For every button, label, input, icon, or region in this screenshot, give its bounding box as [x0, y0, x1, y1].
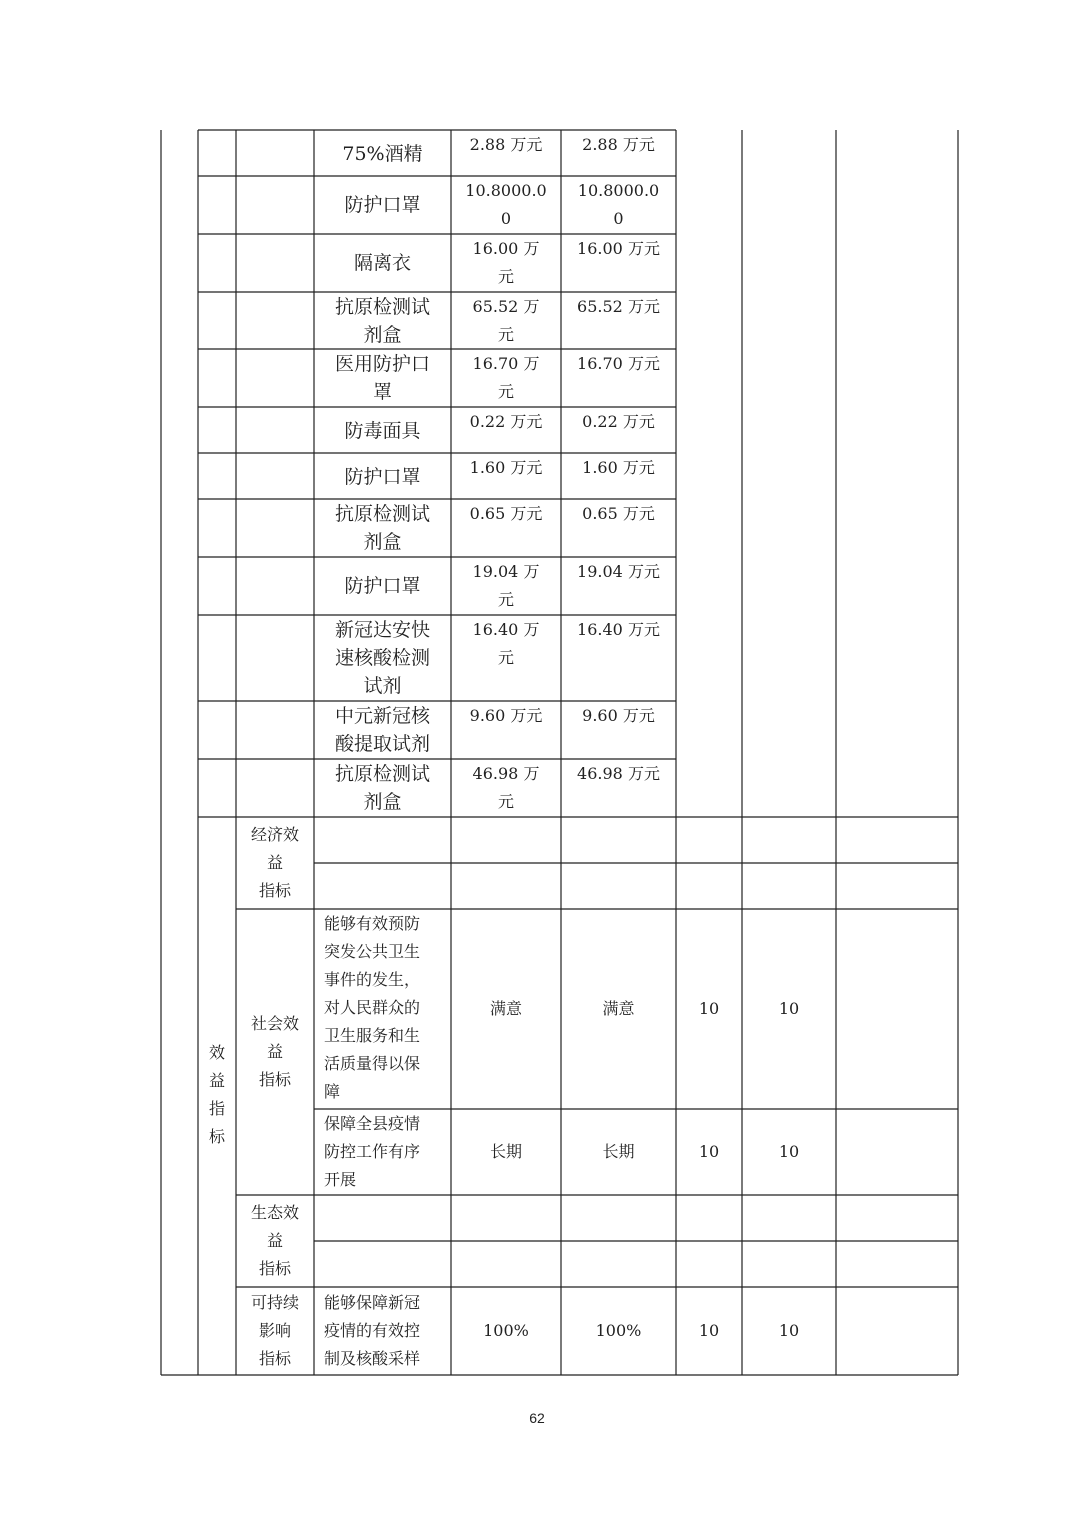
benefit-category-label: 效 益 指 标 [208, 1043, 225, 1146]
sustainable-label: 可持续 影响 指标 [250, 1293, 299, 1368]
item-cell: 新冠达安快 速核酸检测 试剂 [334, 619, 430, 697]
actual-cell: 65.52 万元 [577, 297, 660, 316]
budget-cell: 65.52 万 元 [472, 297, 540, 344]
item-cell: 抗原检测试 剂盒 [334, 296, 430, 346]
social-actual-1: 满意 [602, 999, 635, 1018]
item-cell: 抗原检测试 剂盒 [334, 763, 430, 813]
budget-cell: 46.98 万 元 [472, 764, 540, 811]
item-cell: 防护口罩 [344, 194, 421, 216]
actual-cell: 10.8000.0 0 [577, 181, 660, 228]
actual-cell: 0.65 万元 [582, 504, 655, 523]
social-target-1: 满意 [489, 999, 522, 1018]
sustainable-actual: 100% [595, 1321, 642, 1340]
budget-cell: 10.8000.0 0 [465, 181, 547, 228]
budget-cell: 19.04 万 元 [472, 562, 540, 609]
social-target-2: 长期 [489, 1142, 522, 1161]
social-score-1: 10 [778, 999, 800, 1018]
social-actual-2: 长期 [602, 1142, 635, 1161]
item-cell: 防毒面具 [344, 420, 421, 442]
actual-cell: 46.98 万元 [577, 764, 660, 783]
ecological-label: 生态效 益 指标 [250, 1203, 299, 1278]
item-cell: 中元新冠核 酸提取试剂 [334, 705, 430, 755]
budget-cell: 0.22 万元 [469, 412, 543, 431]
social-content-2: 保障全县疫情 防控工作有序 开展 [324, 1114, 421, 1189]
sustainable-weight: 10 [698, 1321, 720, 1340]
social-score-2: 10 [778, 1142, 800, 1161]
sustainable-score: 10 [778, 1321, 800, 1340]
budget-cell: 2.88 万元 [469, 135, 543, 154]
sustainable-target: 100% [483, 1321, 529, 1340]
budget-cell: 9.60 万元 [469, 706, 543, 725]
budget-cell: 16.40 万 元 [472, 620, 540, 667]
budget-cell: 0.65 万元 [469, 504, 543, 523]
item-cell: 防护口罩 [344, 466, 421, 488]
item-cell: 隔离衣 [353, 252, 411, 274]
item-cell: 抗原检测试 剂盒 [334, 503, 430, 553]
item-cell: 75%酒精 [342, 143, 423, 165]
social-label: 社会效 益 指标 [250, 1014, 299, 1089]
economic-label: 经济效 益 指标 [250, 825, 299, 900]
item-cell: 医用防护口 罩 [334, 353, 430, 403]
item-cell: 防护口罩 [344, 575, 421, 597]
budget-cell: 16.00 万 元 [472, 239, 540, 286]
social-weight-2: 10 [698, 1142, 720, 1161]
actual-cell: 2.88 万元 [582, 135, 655, 154]
social-content-1: 能够有效预防 突发公共卫生 事件的发生， 对人民群众的 卫生服务和生 活质量得以保 障 [324, 914, 421, 1101]
sustainable-content: 能够保障新冠 疫情的有效控 制及核酸采样 [324, 1293, 421, 1368]
budget-cell: 1.60 万元 [469, 458, 543, 477]
actual-cell: 0.22 万元 [582, 412, 655, 431]
budget-cell: 16.70 万 元 [472, 354, 540, 401]
actual-cell: 16.70 万元 [577, 354, 660, 373]
social-weight-1: 10 [698, 999, 720, 1018]
actual-cell: 16.00 万元 [577, 239, 660, 258]
actual-cell: 19.04 万元 [577, 562, 660, 581]
actual-cell: 16.40 万元 [577, 620, 660, 639]
page-number: 62 [529, 1410, 545, 1426]
actual-cell: 9.60 万元 [582, 706, 655, 725]
actual-cell: 1.60 万元 [582, 458, 655, 477]
